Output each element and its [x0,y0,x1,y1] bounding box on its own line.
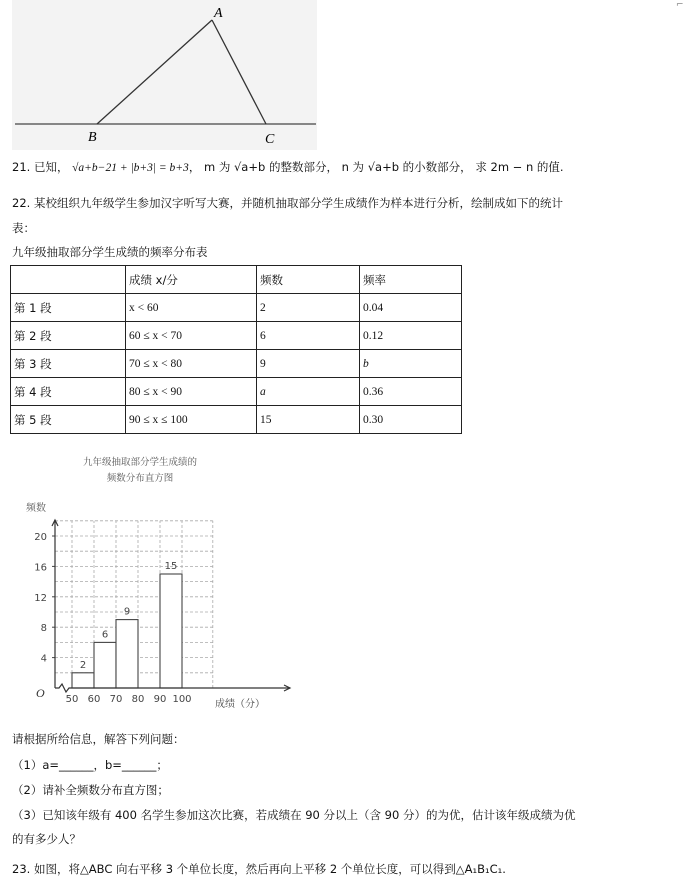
table-cell: 70 ≤ x < 80 [126,350,257,378]
table-cell: 0.36 [360,378,462,406]
table-row [11,406,462,434]
histogram-bar [94,642,116,688]
bar-data-label: 2 [79,659,87,671]
chart-subtitle: 频数分布直方图 [106,473,174,484]
q22-text-line1: 某校组织九年级学生参加汉字听写大赛，并随机抽取部分学生成绩作为样本进行分析，绘制成如下的统计 [33,196,563,210]
triangle-figure [0,0,330,150]
x-tick-label: 60 [87,694,101,705]
q22-part2: （2）请补全频数分布直方图； [12,783,169,797]
question-23 [12,860,506,878]
bar-data-label: 9 [123,606,131,618]
chart-bars [72,574,182,688]
q21-intro: 已知， [33,160,69,174]
vertex-c-label: C [265,132,275,147]
y-tick-label: 8 [40,623,47,635]
question-22-line2: 表： [12,221,35,235]
table-cell: 90 ≤ x ≤ 100 [126,406,257,434]
q22-part3-line1: （3）已知该年级有 400 名学生参加这次比赛，若成绩在 90 分以上（含 90 分）的为优，估计该年级成绩为优 [12,808,576,822]
table-cell: 15 [257,406,360,434]
table-header-cell: 频数 [257,266,360,294]
table-row [11,322,462,350]
q22-part1: （1）a=______，b=______； [12,758,168,772]
bar-data-label: 15 [164,561,178,572]
table-row [11,294,462,322]
histogram-bar [116,620,138,688]
table-cell: x < 60 [126,294,257,322]
table-cell: 2 [257,294,360,322]
table-cell: 第 3 段 [11,350,126,378]
table-cell: 第 2 段 [11,322,126,350]
table-cell: 0.30 [360,406,462,434]
q23-text: 如图，将△ABC 向右平移 3 个单位长度，然后再向上平移 2 个单位长度，可以得到△A₁B₁C₁. [33,862,506,876]
table-cell: b [360,350,462,378]
table-cell: 第 5 段 [11,406,126,434]
q22-number: 22. [12,196,31,210]
x-tick-label: 90 [153,694,167,705]
table-cell: 第 1 段 [11,294,126,322]
page-corner-mark: ⌐ [676,0,684,10]
x-tick-label: 80 [131,694,145,705]
question-21 [12,158,564,177]
table-header-cell: 频率 [360,266,462,294]
table-cell: 80 ≤ x < 90 [126,378,257,406]
bar-data-label: 6 [101,629,109,641]
table-cell: 60 ≤ x < 70 [126,322,257,350]
q21-equation: √a+b−21 + |b+3| = b+3 [72,162,189,174]
table-cell: 第 4 段 [11,378,126,406]
histogram-bar [160,574,182,688]
table-header-row [11,266,462,294]
q23-number: 23. [12,862,31,876]
table-header-cell [11,266,126,294]
q21-ask: 求 2m − n 的值. [475,160,564,174]
chart-title: 九年级抽取部分学生成绩的 [82,457,198,468]
chart-origin-label: O [36,686,45,700]
table-cell: 9 [257,350,360,378]
frequency-histogram [0,445,300,720]
histogram-bar [72,673,94,688]
figure-background [12,0,317,150]
vertex-a-label: A [214,6,223,21]
x-tick-label: 100 [172,694,192,705]
table-row [11,350,462,378]
q21-sep: ， [188,160,201,174]
x-tick-label: 70 [109,694,123,705]
y-tick-label: 4 [40,653,47,665]
x-tick-label: 50 [65,694,79,705]
table-cell: 0.04 [360,294,462,322]
q21-n-definition: n 为 √a+b 的小数部分， [341,160,472,174]
frequency-table [10,265,462,434]
table-cell: a [257,378,360,406]
chart-x-ticks [66,694,192,705]
chart-y-label: 频数 [26,503,46,514]
question-22-line1 [12,194,563,212]
y-tick-label: 20 [34,532,47,543]
q21-m-definition: m 为 √a+b 的整数部分， [203,160,338,174]
table-cell: 6 [257,322,360,350]
table-header-cell: 成绩 x/分 [126,266,257,294]
table-row [11,378,462,406]
frequency-table-title: 九年级抽取部分学生成绩的频率分布表 [12,245,208,259]
vertex-b-label: B [88,130,97,145]
q22-questions-intro: 请根据所给信息，解答下列问题： [12,732,185,746]
chart-x-label: 成绩（分） [215,699,265,710]
q21-number: 21. [12,160,31,174]
y-tick-label: 12 [34,592,47,604]
chart-y-ticks [34,532,47,665]
y-tick-label: 16 [34,562,47,574]
table-cell: 0.12 [360,322,462,350]
q22-part3-line2: 的有多少人？ [12,832,81,846]
